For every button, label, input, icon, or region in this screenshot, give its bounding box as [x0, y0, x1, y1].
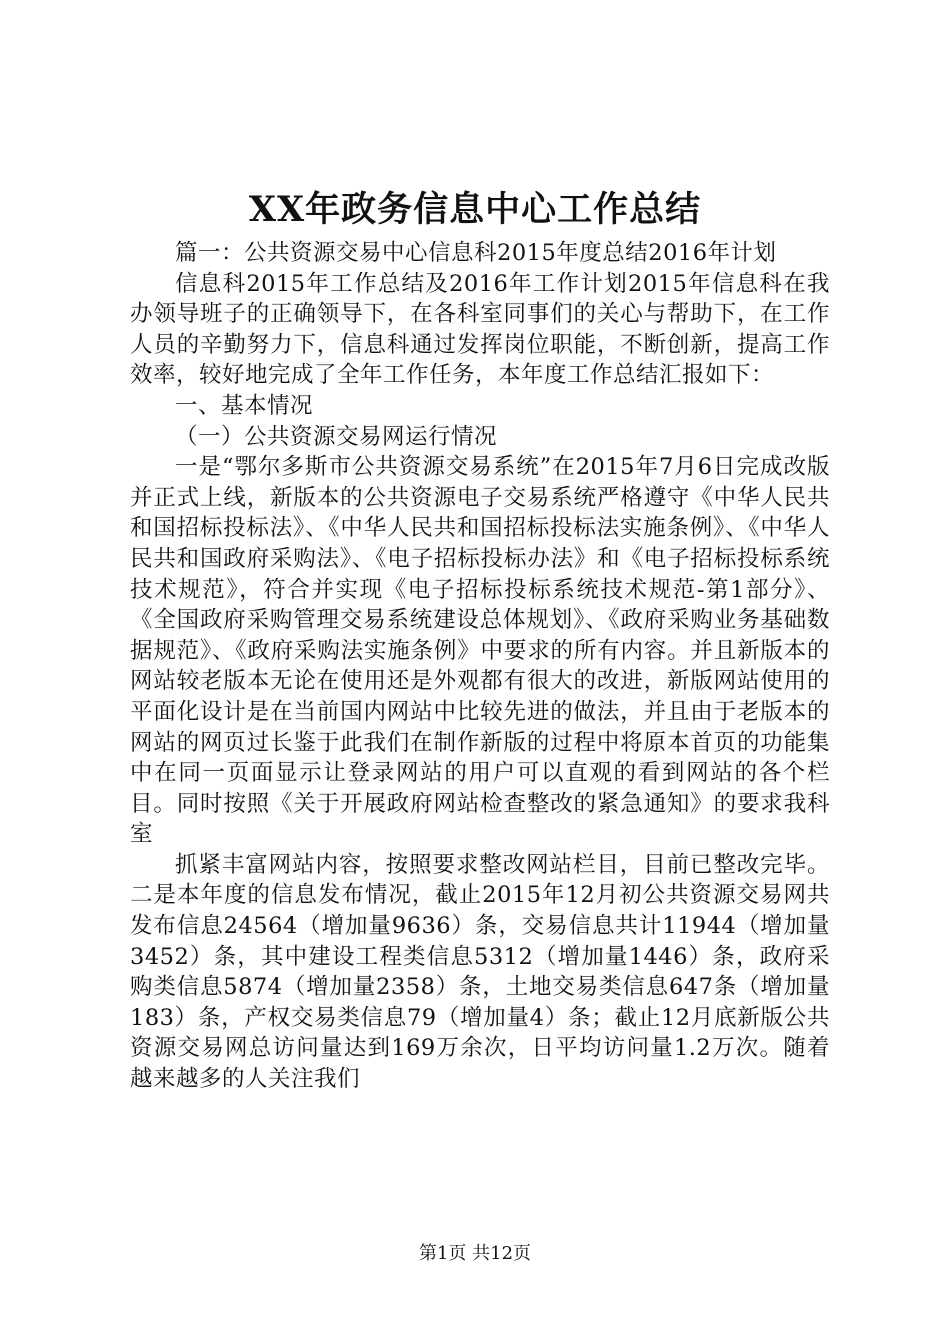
document-title: XX年政务信息中心工作总结 [248, 189, 702, 230]
paragraph-intro: 信息科2015年工作总结及2016年工作计划2015年信息科在我办领导班子的正确领导下，在各科室同事们的关心与帮助下，在工作人员的辛勤努力下，信息科通过发挥岗位职能，不断创新，提高工作效率，较好地完成了全年工作任务，本年度工作总结汇报如下： [130, 270, 830, 389]
heading-basic-situation: 一、基本情况 [175, 392, 314, 419]
document-body [130, 238, 830, 1095]
page-number-footer: 第1页 共12页 [418, 1243, 532, 1264]
subheading-website-operation: （一）公共资源交易网运行情况 [175, 423, 498, 450]
paragraph-info-release: 抓紧丰富网站内容，按照要求整改网站栏目，目前已整改完毕。二是本年度的信息发布情况，截止2015年12月初公共资源交易网共发布信息24564（增加量9636）条，交易信息共计11944（增加量3452）条，其中建设工程类信息5312（增加量1446）条，政府采购类信息5874（增加量2358）条，土地交易类信息647条（增加量183）条，产权交易类信息79（增加量4）条；截止12月底新版公共资源交易网总访问量达到169万余次，日平均访问量1.2万次。随着越来越多的人关注我们 [130, 851, 830, 1093]
paragraph-system-upgrade: 一是“鄂尔多斯市公共资源交易系统”在2015年7月6日完成改版并正式上线，新版本的公共资源电子交易系统严格遵守《中华人民共和国招标投标法》、《中华人民共和国招标投标法实施条例》、《中华人民共和国政府采购法》、《电子招标投标办法》和《电子招标投标系统技术规范》，符合并实现《电子招标投标系统技术规范-第1部分》、《全国政府采购管理交易系统建设总体规划》、《政府采购业务基础数据规范》、《政府采购法实施条例》中要求的所有内容。并且新版本的网站较老版本无论在使用还是外观都有很大的改进，新版网站使用的平面化设计是在当前国内网站中比较先进的做法，并且由于老版本的网站的网页过长鉴于此我们在制作新版的过程中将原本首页的功能集中在同一页面显示让登录网站的用户可以直观的看到网站的各个栏目。同时按照《关于开展政府网站检查整改的紧急通知》的要求我科室 [130, 454, 830, 848]
paragraph-section-title: 篇一：公共资源交易中心信息科2015年度总结2016年计划 [175, 240, 777, 266]
